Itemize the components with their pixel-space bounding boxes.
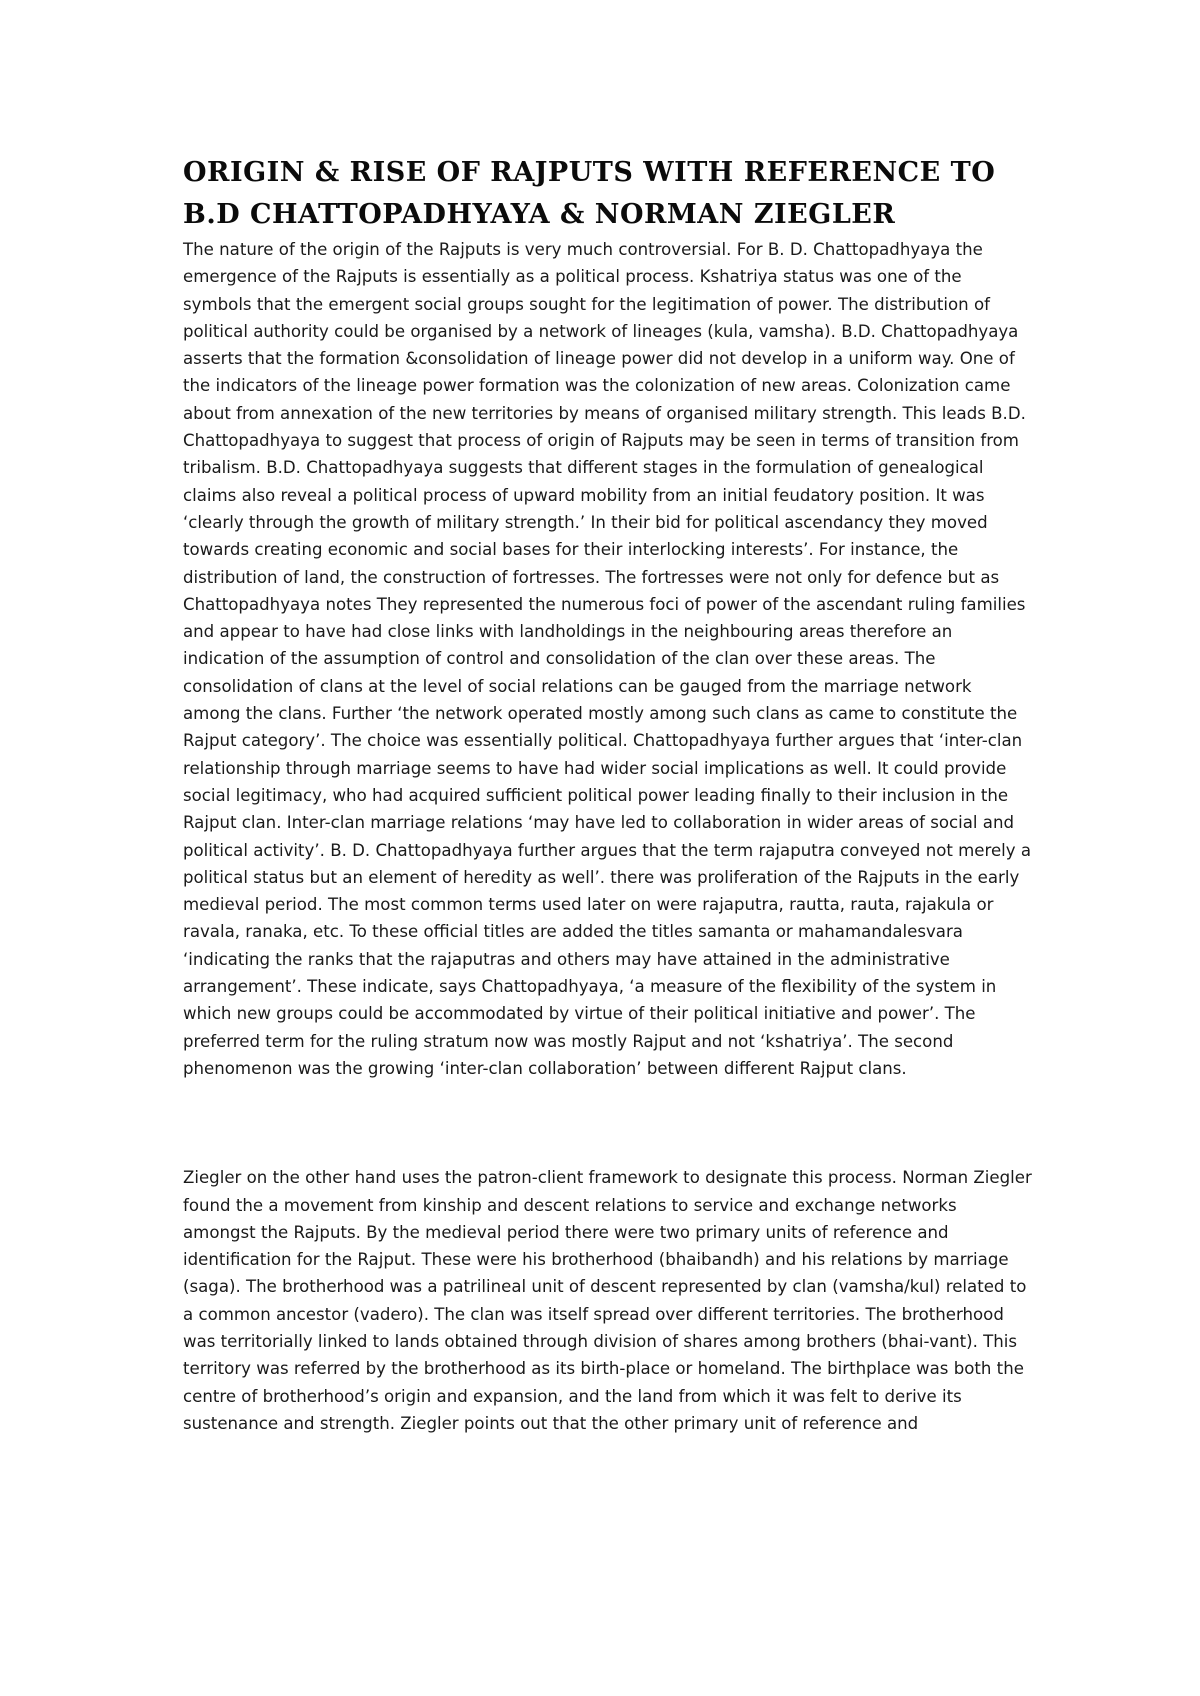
paragraph-chattopadhyaya: The nature of the origin of the Rajputs is very much controversial. For B. D. Chattopadhyaya the emergence of the Rajputs is essentially as a political process. Kshatriya status was one of the symbols that the emergent social groups sought for the legitimation of power. The distribution of political authority could be organised by a network of lineages (kula, vamsha). B.D. Chattopadhyaya asserts that the formation &consolidation of lineage power did not develop in a uniform way. One of the indicators of the lineage power formation was the colonization of new areas. Colonization came about from annexation of the new territories by means of organised military strength. This leads B.D. Chattopadhyaya to suggest that process of origin of Rajputs may be seen in terms of transition from tribalism. B.D. Chattopadhyaya suggests that different stages in the formulation of genealogical claims also reveal a political process of upward mobility from an initial feudatory position. It was ‘clearly through the growth of military strength.’ In their bid for political ascendancy they moved towards creating economic and social bases for their interlocking interests’. For instance, the distribution of land, the construction of fortresses. The fortresses were not only for defence but as Chattopadhyaya notes They represented the numerous foci of power of the ascendant ruling families and appear to have had close links with landholdings in the neighbouring areas therefore an indication of the assumption of control and consolidation of the clan over these areas. The consolidation of clans at the level of social relations can be gauged from the marriage network among the clans. Further ‘the network operated mostly among such clans as came to constitute the Rajput category’. The choice was essentially political. Chattopadhyaya further argues that ‘inter-clan relationship through marriage seems to have had wider social implications as well. It could provide social legitimacy, who had acquired sufficient political power leading finally to their inclusion in the Rajput clan. Inter-clan marriage relations ‘may have led to collaboration in wider areas of social and political activity’. B. D. Chattopadhyaya further argues that the term rajaputra conveyed not merely a political status but an element of heredity as well’. there was proliferation of the Rajputs in the early medieval period. The most common terms used later on were rajaputra, rautta, rauta, rajakula or ravala, ranaka, etc. To these official titles are added the titles samanta or mahamandalesvara ‘indicating the ranks that the rajaputras and others may have attained in the administrative arrangement’. These indicate, says Chattopadhyaya, ‘a measure of the flexibility of the system in which new groups could be accommodated by virtue of their political initiative and power’. The preferred term for the ruling stratum now was mostly Rajput and not ‘kshatriya’. The second phenomenon was the growing ‘inter-clan collaboration’ between different Rajput clans.	[183, 240, 1032, 1078]
paragraph-spacer	[183, 1082, 1033, 1164]
document-title	[183, 152, 1033, 236]
title-line-1: ORIGIN & RISE OF RAJPUTS WITH REFERENCE TO	[183, 157, 996, 188]
paragraph-ziegler: Ziegler on the other hand uses the patron-client framework to designate this process. Norman Ziegler found the a movement from kinship and descent relations to service and exchange networks amongst the Rajputs. By the medieval period there were two primary units of reference and identification for the Rajput. These were his brotherhood (bhaibandh) and his relations by marriage (saga). The brotherhood was a patrilineal unit of descent represented by clan (vamsha/kul) related to a common ancestor (vadero). The clan was itself spread over different territories. The brotherhood was territorially linked to lands obtained through division of shares among brothers (bhai-vant). This territory was referred by the brotherhood as its birth-place or homeland. The birthplace was both the centre of brotherhood’s origin and expansion, and the land from which it was felt to derive its sustenance and strength. Ziegler points out that the other primary unit of reference and	[183, 1168, 1032, 1433]
title-line-2: B.D CHATTOPADHYAYA & NORMAN ZIEGLER	[183, 199, 896, 230]
document-body	[183, 152, 1033, 1437]
